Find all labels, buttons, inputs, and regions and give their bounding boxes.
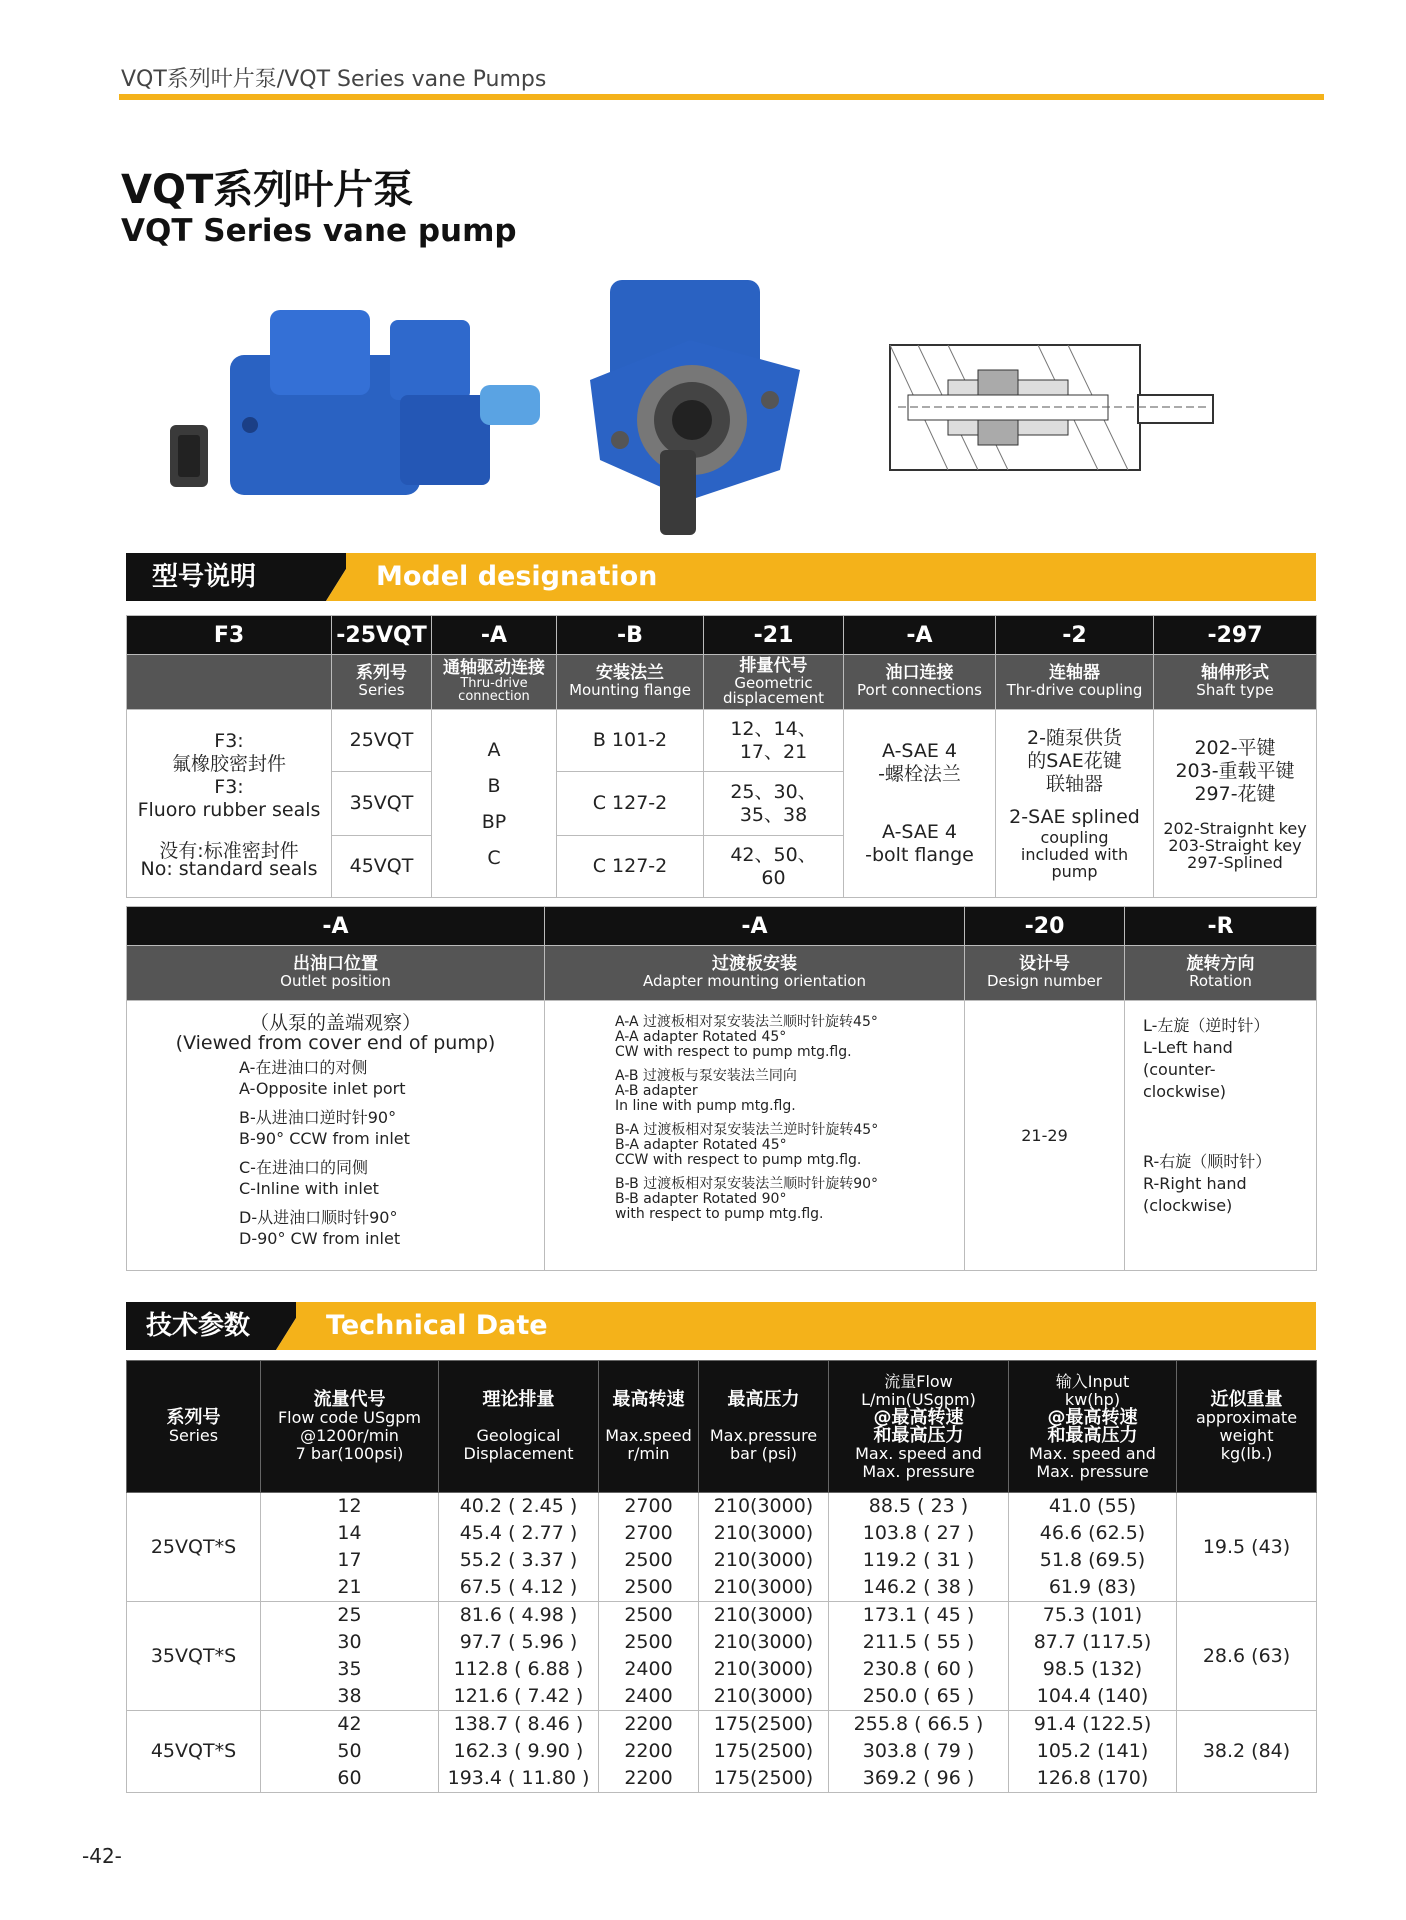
page-title-en: VQT Series vane pump bbox=[121, 213, 517, 249]
th-displacement: 理论排量 Geological Displacement bbox=[439, 1361, 599, 1493]
section-title-cn: 型号说明 bbox=[126, 553, 326, 601]
table-cell: 2200 bbox=[599, 1765, 699, 1793]
code-design: -20 bbox=[965, 907, 1125, 946]
code-port: -A bbox=[844, 616, 996, 655]
adapter-cell: A-A 过渡板相对泵安装法兰顺时针旋转45° A-A adapter Rotated 45° CW with respect to pump mtg.flg. A-B 过渡板与泵安装法兰同向 A-B adapter In line with pump mtg.flg. B-A 过渡板相对泵安装法兰逆时针旋转45° B-A adapter Rotated 45° CCW with respect to pump mtg.flg. B-B 过渡板相对泵安装法兰顺时针旋转90° B-B adapter Rotated 90° with respect to pump mtg.flg. bbox=[545, 1001, 965, 1271]
running-header: VQT系列叶片泵/VQT Series vane Pumps bbox=[121, 67, 547, 92]
table-cell: 40.2 ( 2.45 ) bbox=[439, 1493, 599, 1521]
table-cell: 250.0 ( 65 ) bbox=[829, 1683, 1009, 1711]
table-cell: 30 bbox=[261, 1629, 439, 1656]
table-cell: 105.2 (141) bbox=[1009, 1738, 1177, 1765]
table-cell: 210(3000) bbox=[699, 1574, 829, 1602]
table-cell: 2500 bbox=[599, 1629, 699, 1656]
hdr-adapter: 过渡板安装 Adapter mounting orientation bbox=[545, 946, 965, 1001]
table-cell: 2200 bbox=[599, 1738, 699, 1765]
series-cell: 25VQT*S bbox=[127, 1493, 261, 1602]
table-cell: 60 bbox=[261, 1765, 439, 1793]
table-cell: 175(2500) bbox=[699, 1711, 829, 1739]
table-cell: 210(3000) bbox=[699, 1656, 829, 1683]
table-row bbox=[127, 1656, 1317, 1683]
table-cell: 67.5 ( 4.12 ) bbox=[439, 1574, 599, 1602]
table-cell: 2200 bbox=[599, 1711, 699, 1739]
table-row bbox=[127, 1602, 1317, 1630]
table-cell: 103.8 ( 27 ) bbox=[829, 1520, 1009, 1547]
table-cell: 35 bbox=[261, 1656, 439, 1683]
table-cell: 112.8 ( 6.88 ) bbox=[439, 1656, 599, 1683]
table-cell: 210(3000) bbox=[699, 1493, 829, 1521]
hdr-rotation: 旋转方向 Rotation bbox=[1125, 946, 1317, 1001]
table-cell: 210(3000) bbox=[699, 1629, 829, 1656]
th-flow-code: 流量代号 Flow code USgpm @1200r/min 7 bar(100psi) bbox=[261, 1361, 439, 1493]
flange-cell: C 127-2 bbox=[557, 772, 704, 836]
weight-cell: 28.6 (63) bbox=[1177, 1602, 1317, 1711]
table-cell: 41.0 (55) bbox=[1009, 1493, 1177, 1521]
table-cell: 193.4 ( 11.80 ) bbox=[439, 1765, 599, 1793]
hdr-thru: 通轴驱动连接 Thru-drive connection bbox=[432, 655, 557, 710]
table-cell: 38 bbox=[261, 1683, 439, 1711]
th-max-speed: 最高转速 Max.speed r/min bbox=[599, 1361, 699, 1493]
weight-cell: 19.5 (43) bbox=[1177, 1493, 1317, 1602]
code-shaft: -297 bbox=[1154, 616, 1317, 655]
weight-cell: 38.2 (84) bbox=[1177, 1711, 1317, 1793]
technical-data-body bbox=[127, 1493, 1317, 1793]
code-series: -25VQT bbox=[332, 616, 432, 655]
th-series: 系列号 Series bbox=[127, 1361, 261, 1493]
table-cell: 175(2500) bbox=[699, 1738, 829, 1765]
hdr-displacement: 排量代号 Geometric displacement bbox=[704, 655, 844, 710]
table-cell: 230.8 ( 60 ) bbox=[829, 1656, 1009, 1683]
table-row bbox=[127, 1738, 1317, 1765]
section-title-cn: 技术参数 bbox=[126, 1302, 276, 1350]
th-flow-max: 流量Flow L/min(USgpm) @最高转速 和最高压力 Max. speed and Max. pressure bbox=[829, 1361, 1009, 1493]
table-cell: 14 bbox=[261, 1520, 439, 1547]
table-cell: 81.6 ( 4.98 ) bbox=[439, 1602, 599, 1630]
section-bar-technical-data bbox=[126, 1302, 1316, 1350]
table-row bbox=[127, 1711, 1317, 1739]
table-cell: 2400 bbox=[599, 1656, 699, 1683]
table-cell: 369.2 ( 96 ) bbox=[829, 1765, 1009, 1793]
code-seal: F3 bbox=[127, 616, 332, 655]
pump-photo-side bbox=[160, 295, 560, 505]
table-cell: 104.4 (140) bbox=[1009, 1683, 1177, 1711]
disp-cell: 25、30、 35、38 bbox=[704, 772, 844, 836]
table-cell: 2700 bbox=[599, 1493, 699, 1521]
header-rule bbox=[119, 94, 1324, 100]
table-row bbox=[127, 1520, 1317, 1547]
flange-cell: B 101-2 bbox=[557, 710, 704, 772]
hdr-series: 系列号 Series bbox=[332, 655, 432, 710]
section-title-en: Technical Date bbox=[296, 1302, 1316, 1350]
series-cell: 25VQT bbox=[332, 710, 432, 772]
flange-cell: C 127-2 bbox=[557, 836, 704, 898]
table-cell: 50 bbox=[261, 1738, 439, 1765]
table-cell: 162.3 ( 9.90 ) bbox=[439, 1738, 599, 1765]
th-input-power: 输入Input kw(hp) @最高转速 和最高压力 Max. speed and Max. pressure bbox=[1009, 1361, 1177, 1493]
thru-cell: A B BP C bbox=[432, 710, 557, 898]
table-cell: 303.8 ( 79 ) bbox=[829, 1738, 1009, 1765]
hdr-flange: 安装法兰 Mounting flange bbox=[557, 655, 704, 710]
table-cell: 61.9 (83) bbox=[1009, 1574, 1177, 1602]
hdr-design: 设计号 Design number bbox=[965, 946, 1125, 1001]
shaft-cell: 202-平键 203-重载平键 297-花键 202-Straignht key 203-Straight key 297-Splined bbox=[1154, 710, 1317, 898]
table-cell: 98.5 (132) bbox=[1009, 1656, 1177, 1683]
pump-cross-section-drawing bbox=[888, 325, 1218, 490]
code-thru: -A bbox=[432, 616, 557, 655]
series-cell: 35VQT*S bbox=[127, 1602, 261, 1711]
page-number: -42- bbox=[82, 1844, 122, 1868]
technical-data-table bbox=[126, 1360, 1317, 1793]
design-cell: 21-29 bbox=[965, 1001, 1125, 1271]
coupling-cell: 2-随泵供货 的SAE花键 联轴器 2-SAE splined coupling included with pump bbox=[996, 710, 1154, 898]
table-cell: 210(3000) bbox=[699, 1547, 829, 1574]
table-cell: 2500 bbox=[599, 1547, 699, 1574]
table-cell: 210(3000) bbox=[699, 1602, 829, 1630]
code-coupling: -2 bbox=[996, 616, 1154, 655]
table-cell: 46.6 (62.5) bbox=[1009, 1520, 1177, 1547]
rotation-cell: L-左旋（逆时针） L-Left hand (counter- clockwise) R-右旋（顺时针） R-Right hand (clockwise) bbox=[1125, 1001, 1317, 1271]
table-cell: 88.5 ( 23 ) bbox=[829, 1493, 1009, 1521]
table-row bbox=[127, 1629, 1317, 1656]
hdr-outlet: 出油口位置 Outlet position bbox=[127, 946, 545, 1001]
table-row bbox=[127, 1765, 1317, 1793]
table-cell: 51.8 (69.5) bbox=[1009, 1547, 1177, 1574]
table-cell: 55.2 ( 3.37 ) bbox=[439, 1547, 599, 1574]
table-cell: 2400 bbox=[599, 1683, 699, 1711]
port-cell: A-SAE 4 -螺栓法兰 A-SAE 4 -bolt flange bbox=[844, 710, 996, 898]
table-cell: 87.7 (117.5) bbox=[1009, 1629, 1177, 1656]
model-designation-table bbox=[126, 615, 1317, 898]
table-row bbox=[127, 1493, 1317, 1521]
table-cell: 25 bbox=[261, 1602, 439, 1630]
page-title-cn: VQT系列叶片泵 bbox=[121, 167, 414, 213]
code-outlet: -A bbox=[127, 907, 545, 946]
table-row bbox=[127, 1547, 1317, 1574]
outlet-cell: （从泵的盖端观察） (Viewed from cover end of pump) A-在进油口的对侧 A-Opposite inlet port B-从进油口逆时针90° B-90° CCW from inlet C-在进油口的同侧 C-Inline with inlet D-从进油口顺时针90° D-90° CW from inlet bbox=[127, 1001, 545, 1271]
table-cell: 2500 bbox=[599, 1602, 699, 1630]
series-cell: 45VQT*S bbox=[127, 1711, 261, 1793]
table-cell: 2700 bbox=[599, 1520, 699, 1547]
table-cell: 211.5 ( 55 ) bbox=[829, 1629, 1009, 1656]
table-cell: 138.7 ( 8.46 ) bbox=[439, 1711, 599, 1739]
table-cell: 2500 bbox=[599, 1574, 699, 1602]
table-cell: 119.2 ( 31 ) bbox=[829, 1547, 1009, 1574]
table-cell: 97.7 ( 5.96 ) bbox=[439, 1629, 599, 1656]
table-cell: 255.8 ( 66.5 ) bbox=[829, 1711, 1009, 1739]
disp-cell: 12、14、 17、21 bbox=[704, 710, 844, 772]
table-cell: 175(2500) bbox=[699, 1765, 829, 1793]
code-displacement: -21 bbox=[704, 616, 844, 655]
table-cell: 42 bbox=[261, 1711, 439, 1739]
section-bar-model-designation bbox=[126, 553, 1316, 601]
table-cell: 12 bbox=[261, 1493, 439, 1521]
table-cell: 210(3000) bbox=[699, 1520, 829, 1547]
disp-cell: 42、50、 60 bbox=[704, 836, 844, 898]
table-cell: 210(3000) bbox=[699, 1683, 829, 1711]
code-flange: -B bbox=[557, 616, 704, 655]
table-cell: 17 bbox=[261, 1547, 439, 1574]
series-cell: 45VQT bbox=[332, 836, 432, 898]
code-adapter: -A bbox=[545, 907, 965, 946]
seal-cell: F3: 氟橡胶密封件 F3: Fluoro rubber seals 没有:标准密封件 No: standard seals bbox=[127, 710, 332, 898]
th-max-pressure: 最高压力 Max.pressure bar (psi) bbox=[699, 1361, 829, 1493]
table-cell: 173.1 ( 45 ) bbox=[829, 1602, 1009, 1630]
table-cell: 121.6 ( 7.42 ) bbox=[439, 1683, 599, 1711]
th-weight: 近似重量 approximate weight kg(lb.) bbox=[1177, 1361, 1317, 1493]
table-row bbox=[127, 1574, 1317, 1602]
pump-photo-front bbox=[580, 270, 810, 540]
table-cell: 21 bbox=[261, 1574, 439, 1602]
hdr-coupling: 连轴器 Thr-drive coupling bbox=[996, 655, 1154, 710]
table-cell: 91.4 (122.5) bbox=[1009, 1711, 1177, 1739]
table-cell: 126.8 (170) bbox=[1009, 1765, 1177, 1793]
series-cell: 35VQT bbox=[332, 772, 432, 836]
table-cell: 75.3 (101) bbox=[1009, 1602, 1177, 1630]
hdr-shaft: 轴伸形式 Shaft type bbox=[1154, 655, 1317, 710]
table-cell: 146.2 ( 38 ) bbox=[829, 1574, 1009, 1602]
model-designation-table-2 bbox=[126, 906, 1317, 1271]
hdr-port: 油口连接 Port connections bbox=[844, 655, 996, 710]
table-row bbox=[127, 1683, 1317, 1711]
table-cell: 45.4 ( 2.77 ) bbox=[439, 1520, 599, 1547]
section-title-en: Model designation bbox=[346, 553, 1316, 601]
code-rotation: -R bbox=[1125, 907, 1317, 946]
